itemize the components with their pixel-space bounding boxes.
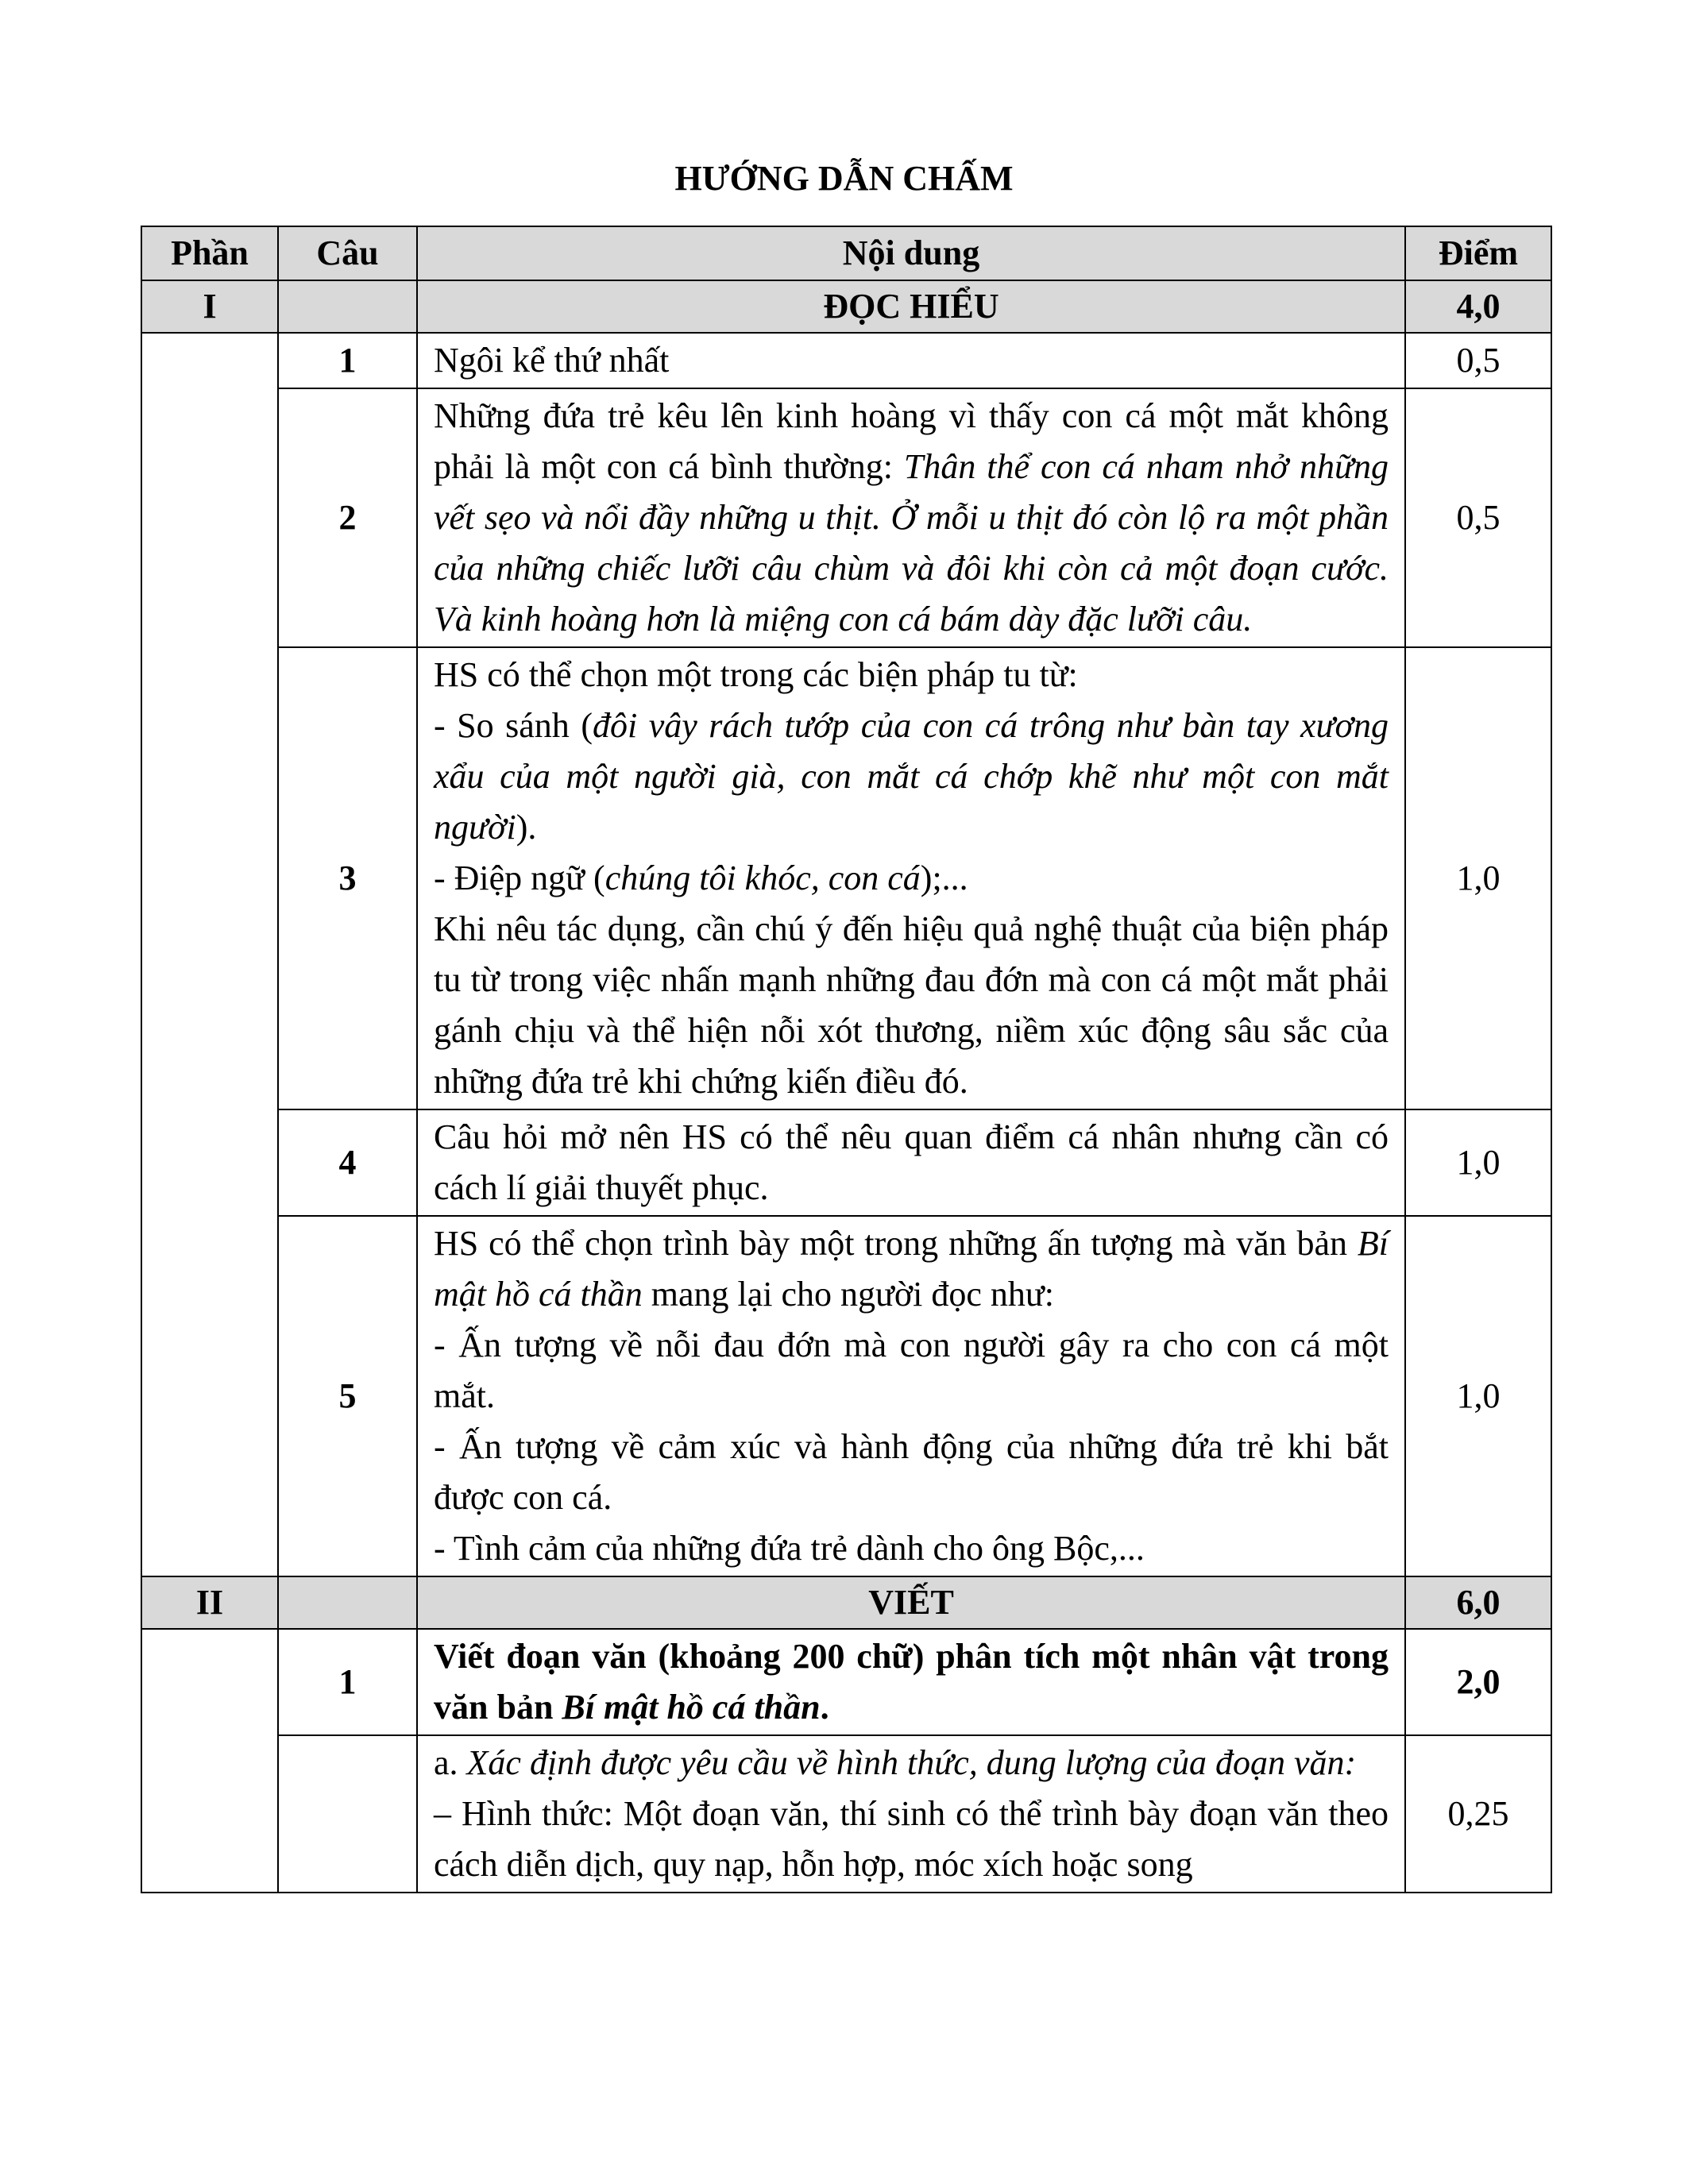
table-row: [141, 1109, 1551, 1216]
header-question: Câu: [278, 226, 417, 280]
score-value: 1,0: [1405, 1216, 1551, 1576]
table-row: [141, 1216, 1551, 1576]
intro-prefix: HS có thể chọn trình bày một trong những ấn tượng mà văn bản: [434, 1224, 1358, 1263]
score-value: 1,0: [1405, 1109, 1551, 1216]
section-question-empty: [278, 280, 417, 333]
score-value: 2,0: [1405, 1629, 1551, 1735]
table-row: [141, 1735, 1551, 1893]
section-question-empty: [278, 1576, 417, 1629]
item-quote: chúng tôi khóc, con cá: [605, 859, 921, 897]
criteria-form: – Hình thức: Một đoạn văn, thí sinh có thể trình bày đoạn văn theo cách diễn dịch, quy nạp, hỗn hợp, móc xích hoặc song: [434, 1794, 1389, 1884]
answer-content: [417, 388, 1405, 647]
header-score: Điểm: [1405, 226, 1551, 280]
answer-content: Ngôi kể thứ nhất: [417, 333, 1405, 388]
task-prefix: Viết đoạn văn (khoảng 200 chữ) phân tích một nhân vật trong văn bản: [434, 1637, 1389, 1727]
answer-item: - Tình cảm của những đứa trẻ dành cho ông Bộc,...: [434, 1529, 1145, 1568]
text-title: Bí mật hồ cá thần: [562, 1688, 821, 1727]
section-title: ĐỌC HIỂU: [417, 280, 1405, 333]
writing-task: [417, 1629, 1405, 1735]
answer-content: [417, 1216, 1405, 1576]
answer-quote: Thân thể con cá nham nhở những vết sẹo và nổi đầy những u thịt. Ở mỗi u thịt đó còn lộ ra một phần của những chiếc lưỡi câu chùm và đôi khi còn cả một đoạn cước. Và kinh hoàng hơn là miệng con cá bám dày đặc lưỡi câu.: [434, 447, 1389, 639]
question-number: 2: [278, 388, 417, 647]
answer-text: Những đứa trẻ kêu lên kinh hoàng vì thấy con cá một mắt không phải là một con cá bình thường:: [434, 396, 1389, 486]
answer-item: - Ấn tượng về nỗi đau đớn mà con người gây ra cho con cá một mắt.: [434, 1325, 1389, 1415]
score-value: 1,0: [1405, 647, 1551, 1109]
criteria-heading: [434, 1738, 1389, 1788]
criteria-label: a.: [434, 1743, 467, 1782]
criteria-title: Xác định được yêu cầu về hình thức, dung lượng của đoạn văn:: [466, 1743, 1357, 1782]
table-row: [141, 388, 1551, 647]
answer-effect: Khi nêu tác dụng, cần chú ý đến hiệu quả nghệ thuật của biện pháp tu từ trong việc nhấn mạnh những đau đớn mà con cá một mắt phải gánh chịu và thể hiện nỗi xót thương, niềm xúc động sâu sắc của những đứa trẻ khi chứng kiến điều đó.: [434, 909, 1389, 1101]
item-prefix: - Điệp ngữ (: [434, 859, 605, 897]
section-row-reading: [141, 280, 1551, 333]
answer-intro: HS có thể chọn một trong các biện pháp tu từ:: [434, 655, 1078, 694]
section-score: 6,0: [1405, 1576, 1551, 1629]
item-suffix: );...: [920, 859, 968, 897]
page-title: HƯỚNG DẪN CHẤM: [674, 159, 1014, 198]
header-part: Phần: [141, 226, 278, 280]
answer-intro: [434, 1218, 1389, 1320]
score-value: 0,5: [1405, 388, 1551, 647]
section-part: II: [141, 1576, 278, 1629]
section-row-writing: [141, 1576, 1551, 1629]
item-quote: đôi vây rách tướp của con cá trông như bàn tay xương xẩu của một người già, con mắt cá chớp khẽ như một con mắt người: [434, 706, 1389, 847]
section-score: 4,0: [1405, 280, 1551, 333]
table-header-row: [141, 226, 1551, 280]
table-row: [141, 333, 1551, 388]
part-cell-empty: [141, 1629, 278, 1893]
section-title: VIẾT: [417, 1576, 1405, 1629]
header-content: Nội dung: [417, 226, 1405, 280]
score-value: 0,5: [1405, 333, 1551, 388]
table-row: [141, 647, 1551, 1109]
question-number: 3: [278, 647, 417, 1109]
answer-content: [417, 647, 1405, 1109]
question-number: 1: [278, 333, 417, 388]
score-value: 0,25: [1405, 1735, 1551, 1893]
section-part: I: [141, 280, 278, 333]
grading-table: [141, 226, 1552, 1893]
item-suffix: ).: [516, 808, 537, 847]
task-suffix: .: [820, 1688, 829, 1727]
intro-suffix: mang lại cho người đọc như:: [642, 1275, 1054, 1314]
answer-content: Câu hỏi mở nên HS có thể nêu quan điểm cá nhân nhưng cần có cách lí giải thuyết phục.: [417, 1109, 1405, 1216]
criteria-content: [417, 1735, 1405, 1893]
part-cell-empty: [141, 333, 278, 1576]
question-number: 1: [278, 1629, 417, 1735]
text-title: Bí mật hồ cá thần: [434, 1224, 1389, 1314]
question-number: 4: [278, 1109, 417, 1216]
item-prefix: - So sánh (: [434, 706, 593, 745]
question-number: 5: [278, 1216, 417, 1576]
question-number-empty: [278, 1735, 417, 1893]
answer-item: [434, 853, 1389, 904]
answer-item: - Ấn tượng về cảm xúc và hành động của những đứa trẻ khi bắt được con cá.: [434, 1427, 1389, 1517]
table-row: [141, 1629, 1551, 1735]
answer-item: [434, 700, 1389, 853]
